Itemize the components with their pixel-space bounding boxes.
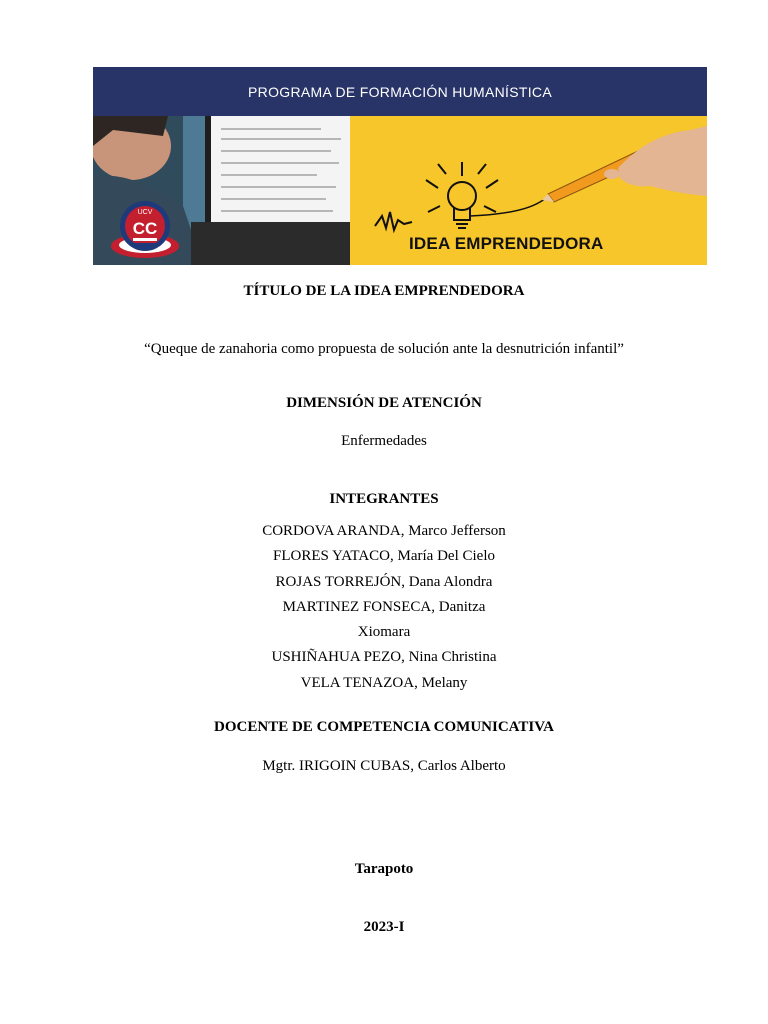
teacher-heading: DOCENTE DE COMPETENCIA COMUNICATIVA [214, 719, 554, 735]
members-heading: INTEGRANTES [329, 491, 439, 507]
member-name: USHIÑAHUA PEZO, Nina Christina [271, 649, 497, 665]
ucv-logo [111, 198, 179, 260]
dimension-value: Enfermedades [341, 433, 427, 449]
dimension-heading: DIMENSIÓN DE ATENCIÓN [286, 395, 482, 411]
laptop-keyboard [191, 222, 350, 265]
city: Tarapoto [354, 861, 414, 877]
laptop-screen [205, 116, 350, 224]
member-name: CORDOVA ARANDA, Marco Jefferson [262, 523, 506, 539]
idea-emprendedora-label: IDEA EMPRENDEDORA [409, 234, 604, 253]
section-title-heading: TÍTULO DE LA IDEA EMPRENDEDORA [243, 283, 525, 299]
ucv-logo-letters: CC [132, 219, 158, 238]
teacher-name: Mgtr. IRIGOIN CUBAS, Carlos Alberto [262, 758, 506, 774]
program-title: PROGRAMA DE FORMACIÓN HUMANÍSTICA [93, 67, 707, 116]
member-name: Xiomara [357, 624, 411, 640]
member-name: ROJAS TORREJÓN, Dana Alondra [275, 574, 493, 590]
member-name: FLORES YATACO, María Del Cielo [273, 548, 495, 564]
banner-photo [93, 116, 350, 265]
ucv-logo-text: UCV [137, 209, 153, 216]
academic-period: 2023-I [363, 919, 405, 935]
member-name: MARTINEZ FONSECA, Danitza [282, 599, 486, 615]
header-banner [93, 67, 707, 265]
idea-panel [350, 116, 707, 265]
member-name: VELA TENAZOA, Melany [300, 675, 468, 691]
idea-title: “Queque de zanahoria como propuesta de solución ante la desnutrición infantil” [144, 341, 624, 357]
